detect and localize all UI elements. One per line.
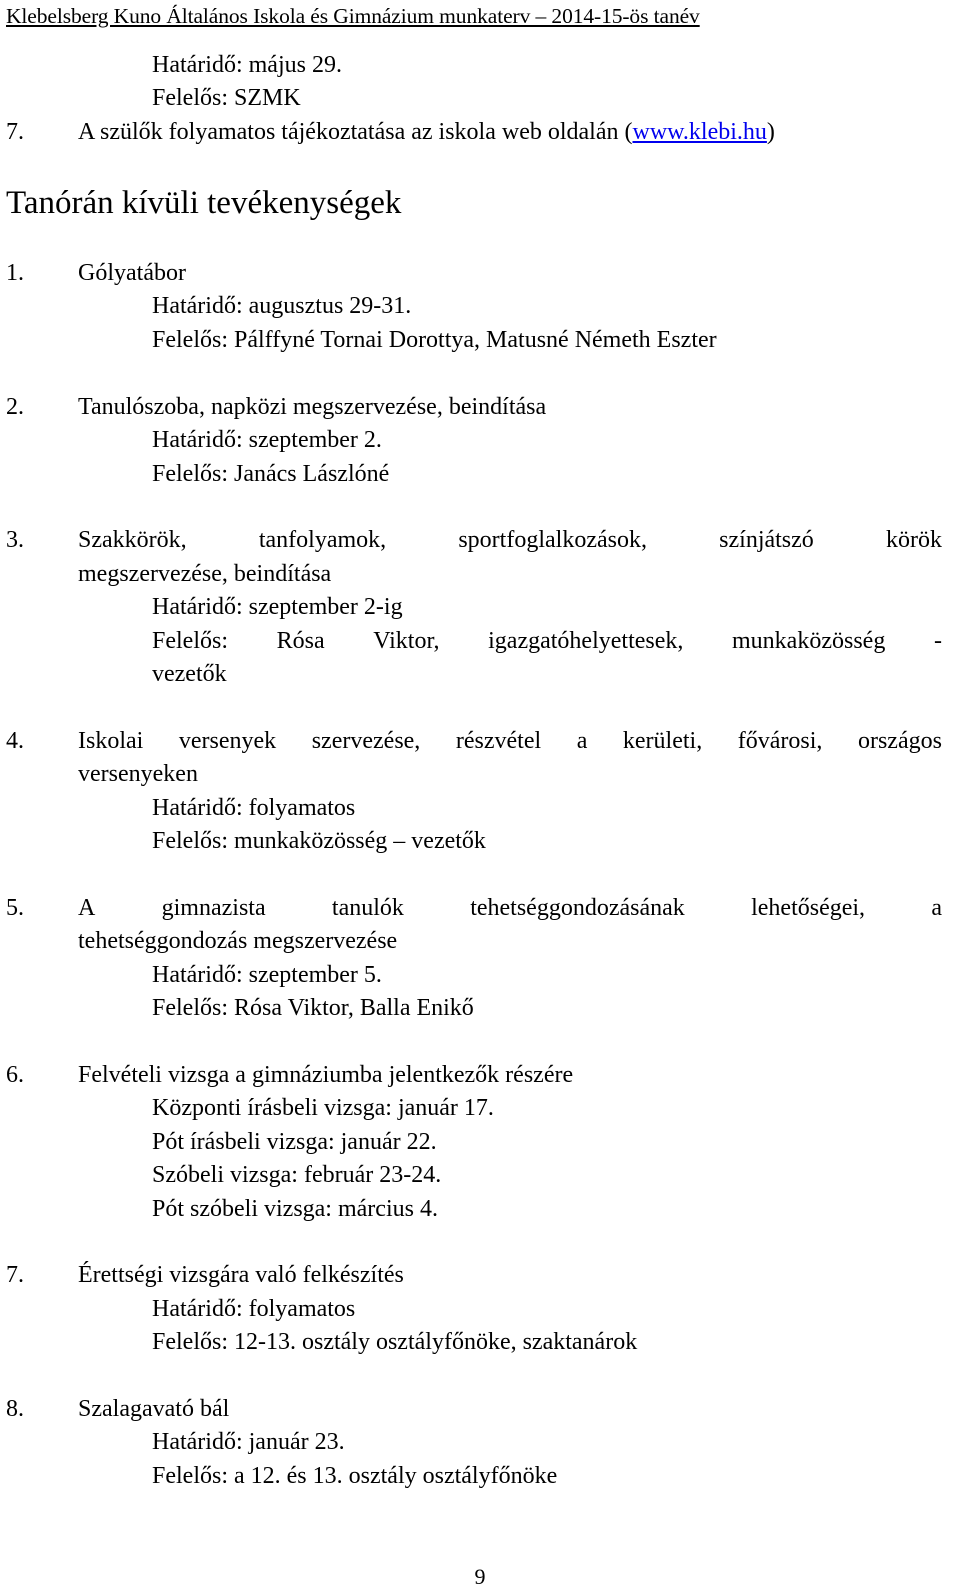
- item-6-exam-makeup-written: Pót írásbeli vizsga: január 22.: [152, 1129, 437, 1155]
- item-8-number: 8.: [6, 1396, 24, 1422]
- word: A: [78, 895, 96, 921]
- item-4-title-line2: versenyeken: [78, 761, 198, 787]
- item-3-deadline: Határidő: szeptember 2-ig: [152, 594, 403, 620]
- item-5-title-line1: [78, 893, 942, 923]
- word: színjátszó: [719, 527, 814, 553]
- item-6-title: Felvételi vizsga a gimnáziumba jelentkezők részére: [78, 1062, 574, 1088]
- item-5-number: 5.: [6, 895, 24, 921]
- top-responsible: Felelős: SZMK: [152, 85, 301, 111]
- item-7-number: 7.: [6, 1262, 24, 1288]
- item-7-title: Érettségi vizsgára való felkészítés: [78, 1262, 404, 1288]
- item-8-title: Szalagavató bál: [78, 1396, 230, 1422]
- item-6-exam-makeup-oral: Pót szóbeli vizsga: március 4.: [152, 1196, 438, 1222]
- word: tehetséggondozásának: [470, 895, 685, 921]
- word: Viktor,: [373, 628, 440, 654]
- word: versenyek: [178, 728, 277, 754]
- item-5-responsible: Felelős: Rósa Viktor, Balla Enikő: [152, 995, 474, 1021]
- item-6-exam-central: Központi írásbeli vizsga: január 17.: [152, 1095, 494, 1121]
- word: sportfoglalkozások,: [458, 527, 647, 553]
- document-header: Klebelsberg Kuno Általános Iskola és Gimnázium munkaterv – 2014-15-ös tanév: [6, 4, 700, 28]
- word: részvétel: [455, 728, 542, 754]
- item-7-top-number: 7.: [6, 119, 24, 145]
- word: lehetőségei,: [751, 895, 866, 921]
- section-title: Tanórán kívüli tevékenységek: [6, 185, 402, 221]
- item-6-number: 6.: [6, 1062, 24, 1088]
- word: a: [576, 728, 588, 754]
- item-3-responsible-line1: [152, 626, 942, 656]
- top-deadline: Határidő: május 29.: [152, 52, 342, 78]
- word: Felelős:: [152, 628, 228, 654]
- item-1-responsible: Felelős: Pálffyné Tornai Dorottya, Matusné Németh Eszter: [152, 327, 717, 353]
- item-7-top-label: A szülők folyamatos tájékoztatása az iskola web oldalán (: [78, 119, 633, 145]
- word: igazgatóhelyettesek,: [488, 628, 684, 654]
- item-1-deadline: Határidő: augusztus 29-31.: [152, 293, 412, 319]
- word: Rósa: [276, 628, 325, 654]
- item-7-top-text: [78, 117, 775, 147]
- word: -: [933, 628, 942, 654]
- item-4-deadline: Határidő: folyamatos: [152, 795, 356, 821]
- item-2-deadline: Határidő: szeptember 2.: [152, 427, 382, 453]
- word: tanulók: [331, 895, 404, 921]
- item-2-title: Tanulószoba, napközi megszervezése, beindítása: [78, 394, 547, 420]
- item-5-deadline: Határidő: szeptember 5.: [152, 962, 382, 988]
- word: Szakkörök,: [78, 527, 187, 553]
- item-1-number: 1.: [6, 260, 24, 286]
- item-8-deadline: Határidő: január 23.: [152, 1429, 345, 1455]
- item-3-responsible-line2: vezetők: [152, 661, 227, 687]
- item-2-number: 2.: [6, 394, 24, 420]
- word: munkaközösség: [732, 628, 886, 654]
- item-4-number: 4.: [6, 728, 24, 754]
- page-number: 9: [474, 1564, 486, 1589]
- item-5-title-line2: tehetséggondozás megszervezése: [78, 928, 398, 954]
- item-4-responsible: Felelős: munkaközösség – vezetők: [152, 828, 486, 854]
- item-3-title-line2: megszervezése, beindítása: [78, 561, 332, 587]
- item-1-title: Gólyatábor: [78, 260, 186, 286]
- item-3-title-line1: [78, 525, 942, 555]
- school-website-link[interactable]: www.klebi.hu: [632, 119, 767, 145]
- word: a: [931, 895, 942, 921]
- item-7-responsible: Felelős: 12-13. osztály osztályfőnöke, szaktanárok: [152, 1329, 638, 1355]
- word: országos: [857, 728, 942, 754]
- item-4-title-line1: [78, 726, 942, 756]
- word: körök: [885, 527, 942, 553]
- item-3-number: 3.: [6, 527, 24, 553]
- item-6-exam-oral: Szóbeli vizsga: február 23-24.: [152, 1162, 442, 1188]
- word: tanfolyamok,: [258, 527, 387, 553]
- word: gimnazista: [161, 895, 266, 921]
- item-2-responsible: Felelős: Janács Lászlóné: [152, 461, 390, 487]
- item-7-top-close: ): [766, 119, 775, 145]
- word: szervezése,: [311, 728, 421, 754]
- word: fővárosi,: [737, 728, 823, 754]
- item-8-responsible: Felelős: a 12. és 13. osztály osztályfőnöke: [152, 1463, 558, 1489]
- word: Iskolai: [78, 728, 144, 754]
- word: kerületi,: [622, 728, 703, 754]
- item-7-deadline: Határidő: folyamatos: [152, 1296, 356, 1322]
